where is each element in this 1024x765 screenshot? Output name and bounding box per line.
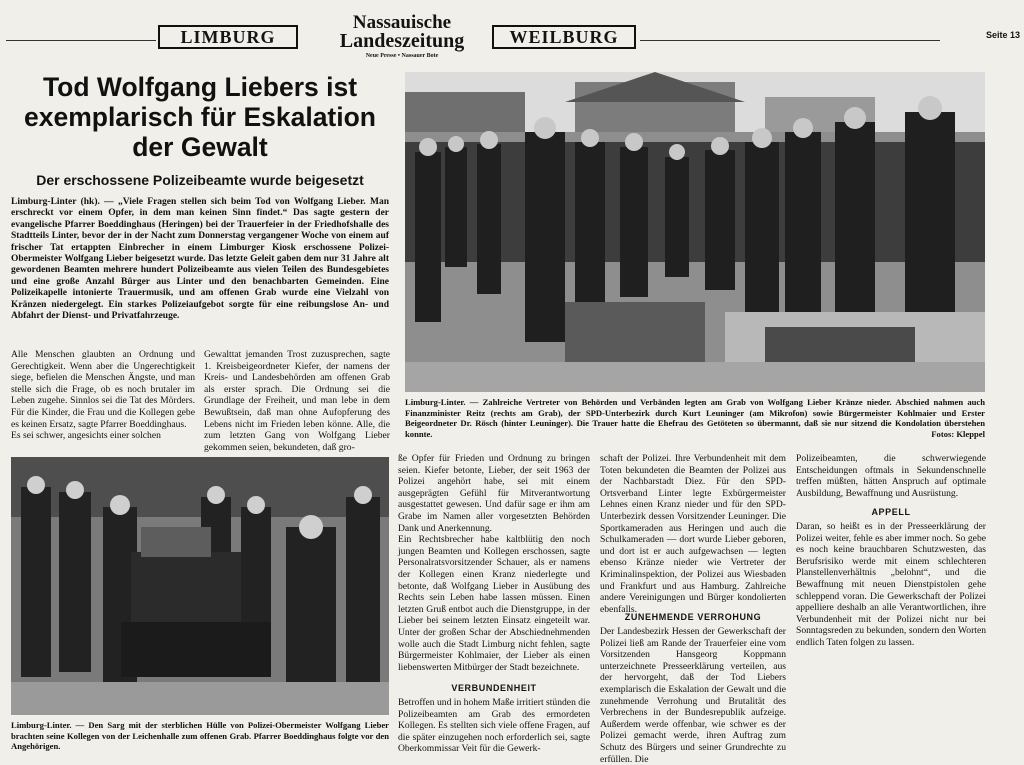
photo-credit: Fotos: Kleppel	[931, 429, 985, 439]
lead-paragraph: Limburg-Linter (hk). — „Viele Fragen stellen sich beim Tod von Wolfgang Lieber. Man erschreckt vor einem Opfer, in dem man keinen Sinn findet.“ Das sagte gestern der evangelische Pfarrer Boeddinghaus (Heringen) bei der Trauerfeier in der Friedhofshalle des Stadtteils Linter, bevor der in der Nacht zum Donnerstag vergangener Woche von einem auf frischer Tat ertappten Einbrecher in einem Limburger Kiosk erschossene Polizei-Obermeister Wolfgang Lieber beigesetzt wurde. Das letzte Geleit gaben dem nur 31 Jahre alt gewordenen Beamten mehrere hundert Polizeibeamte aus vielen Teilen des Bundesgebietes und eine große Anzahl Bürger aus Linter und den benachbarten Gemeinden. Eine Polizeikapelle intonierte Trauermusik, und am offenen Grab wurde eine Vielzahl von Kränzen niedergelegt. Ein starkes Polizeiaufgebot sorgte für eine reibungslose An- und Abfahrt der Dienst- und Privatfahrzeuge.	[11, 197, 389, 322]
text-column-5: Polizeibeamten, die schwerwiegende Entscheidungen oftmals in Sekundenschnelle treffen müßten, hätten Anspruch auf optimale Ausbildung, Bewaffnung und Ausrüstung.	[796, 453, 986, 499]
masthead-center-title-1: Nassauische	[352, 12, 452, 33]
text-column-3b: Betroffen und in hohem Maße irritiert stünden die Polizeibeamten am Grab des ermordeten Kollegen. Es stellten sich viele offene Fragen, auf die später einzugehen noch erforderlich sei, sagte Oberkommissar Veit für die Gewerk-	[398, 697, 590, 755]
text-column-4b: Der Landesbezirk Hessen der Gewerkschaft der Polizei ließ am Rande der Trauerfeier eine vom Vorsitzenden Hansgeorg Koppmann unterzeichnete Presseerklärung verteilen, aus der hervorgeht, daß der Tod Liebers exemplarisch die Eskalation der Gewalt und die zunehmende Verrohung und Brutalität des Verbrechens in der Bundesrepublik aufzeige. Außerdem werde offenbar, wie schwer es der Polizei gemacht werde, ihren Auftrag zum Schutz des Bürgers und seiner Grundrechte zu erfüllen. Die	[600, 626, 786, 765]
top-photo-caption: Limburg-Linter. — Zahlreiche Vertreter von Behörden und Verbänden legten am Grab von Wolfgang Lieber Kränze nieder. Abschied nahmen auch Finanzminister Reitz (rechts am Grab), der SPD-Unterbezirk durch Kurt Leuninger (am Mikrofon) sowie Bürgermeister Kohlmaier und Erster Beigeordneter Dr. Rösch (hinter Leuninger). Die Trauer hatte die Ehefrau des Getöteten so übermannt, daß sie nur sitzend die Kondolation überstehen konnte.	[405, 397, 985, 439]
masthead-right-title: WEILBURG	[492, 25, 636, 49]
funeral-graveside-photo	[405, 72, 985, 392]
page-number: Seite 13	[985, 30, 1020, 40]
bottom-photo-caption: Limburg-Linter. — Den Sarg mit der sterblichen Hülle von Polizei-Obermeister Wolfgang Lieber brachten seine Kollegen von der Leichenhalle zum offenen Grab. Pfarrer Boeddinghaus folgte vor den Angehörigen.	[11, 720, 389, 752]
subhead-zunehmende-verrohung: ZUNEHMENDE VERROHUNG	[624, 612, 762, 622]
masthead-center-title-2: Landeszeitung	[339, 30, 465, 52]
text-column-2: Gewalttat jemanden Trost zuzusprechen, sagte 1. Kreisbeigeordneter Kiefer, der namens der Kreis- und Landesbehörden am offenen Grab als erster sprach. Die Ordnung sei die Grundlage der Freiheit, und man lebe in dem Bewußtsein, daß man ohne Aufopferung des Lebens nicht im Frieden leben könne. Alle, die zum letzten Gang von Wolfgang Lieber gekommen seien, bekundeten, daß gro-	[204, 349, 390, 453]
masthead-rule-right	[640, 40, 940, 41]
text-column-4: schaft der Polizei. Ihre Verbundenheit mit dem Toten bekundeten die Beamten der Polizei aus der Nachbarstadt Diez. Für den SPD-Ortsverband Linter legte Exbürgermeister Lehnes einen Kranz nieder und für den SPD-Unterbezirk dessen Vorsitzender Leuninger. Die Sportkameraden aus Heringen und auch die Schulkameraden — dort wurde Lieber geboren, und dort ist er auch aufgewachsen — legten ebenso Kränze nieder wie Vertreter der Kriminalinspektion, der Polizei aus Wiesbaden und Frankfurt und aus Hamburg. Zahlreiche andere Vereinigungen und Bürger kondolierten ebenfalls.	[600, 453, 786, 615]
masthead-center-sub: Neue Presse • Nassauer Bote	[365, 53, 439, 59]
subhead-appell: APPELL	[871, 507, 911, 517]
subheadline: Der erschossene Polizeibeamte wurde beigesetzt	[36, 172, 364, 188]
text-column-3: ße Opfer für Frieden und Ordnung zu bringen seien. Kiefer betonte, Lieber, der seit 1963 der Polizei angehört habe, sei mit einem ausgeprägten Gefühl für Mitverantwortung ausgestattet gewesen. Und dafür sage er ihm am Grabe im Namen aller vorgesetzten Behörden Dank und Anerkennung. Ein Rechtsbrecher habe kaltblütig den noch jungen Beamten und Kollegen erschossen, sagte Personalratsvorsitzender Schauer, als er namens der Kollegen einen Kranz niederlegte und betonte, daß Wolfgang Lieber in Ausübung des Rechts sein Leben habe lassen müssen. Einen letzten Gruß entbot auch die Dienstgruppe, in der Lieber bei seinem letzten Einsatz eingeteilt war. Unter der großen Schar der Abschiednehmenden wolle auch die Stadt Limburg nicht fehlen, sagte Bürgermeister Kohlmaier, der Lieber als einen liebenswerten Mitbürger der Stadt bezeichnete.	[398, 453, 590, 673]
subhead-verbundenheit: VERBUNDENHEIT	[451, 683, 537, 693]
masthead-left-title: LIMBURG	[158, 25, 298, 49]
text-column-1: Alle Menschen glaubten an Ordnung und Gerechtigkeit. Wenn aber die Ungerechtigkeit siege, befielen die Menschen Ängste, und man stelle sich die Frage, ob es noch brutaler im Leben zugehe. Sinnlos sei die Tat des Mörders. Für die Kinder, die Frau und die Kollegen gebe es keinen Ersatz, sagte Pfarrer Boeddinghaus. Es sei schwer, angesichts einer solchen	[11, 349, 195, 442]
coffin-procession-photo	[11, 457, 389, 715]
text-column-5b: Daran, so heißt es in der Presseerklärung der Polizei weiter, fehle es aber immer noch. So gebe es noch keine brauchbaren Schutzwesten, das Berufsrisiko werde mit einem schlechteren Planstellenverhältnis „belohnt“, und die Bewaffnung mit neuen Dienstpistolen gehe schleppend voran. Die Gewerkschaft der Polizei appelliere deshalb an alle Verantwortlichen, ihre Verbundenheit mit der Polizei nicht nur bei Sonntagsreden zu bekunden, sondern den Worten endlich Taten folgen zu lassen.	[796, 521, 986, 648]
headline: Tod Wolfgang Liebers ist exemplarisch für Eskalation der Gewalt	[23, 72, 376, 162]
masthead-rule-left	[6, 40, 156, 41]
